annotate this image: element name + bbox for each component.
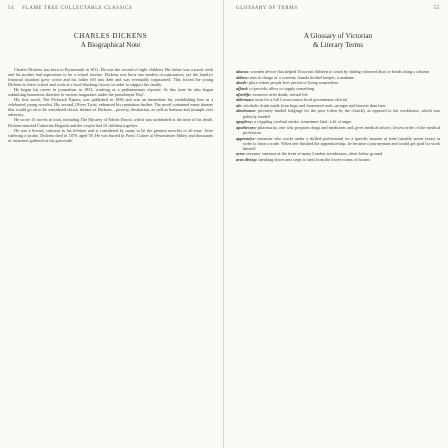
biography-paragraph: He wrote 15 novels in total, including The Mystery of Edwin Drood, which was unfinished at the time of his death. Dickens married Catherine Hogarth and the couple had 10 children together. [8,117,213,128]
glossary-entry [236,151,440,156]
glossary-entry [236,92,440,97]
glossary-definition: wooden device that helped Victorian children to count by sliding coloured discs or beads along a column [250,69,429,74]
glossary-term: area diving: [236,156,258,162]
glossary-entry [236,108,440,118]
biography-body [8,67,213,143]
glossary-term: afford: [236,85,249,91]
left-running-head [8,6,213,16]
glossary-term: area: [236,151,246,157]
glossary-entry [236,136,440,151]
biography-heading-title: CHARLES DICKENS [73,32,148,40]
glossary-entry [236,119,440,124]
biography-paragraph: He began his career in journalism in 1833, working as a parliamentary reporter. At this time he also began submitting humorous sketches to various magazines under the pseudonym 'Boz'. [8,87,213,98]
glossary-heading-title: A Glossary of Victorian [303,32,373,40]
glossary-definition: existence after death; eternal life [252,91,308,97]
glossary-entry [236,103,440,108]
glossary-entry [236,157,440,162]
glossary-entry [236,97,440,102]
glossary-definition: term for a full Crown senior local government official [255,97,347,103]
glossary-heading [236,32,440,49]
left-page-number: 54 [8,6,15,11]
right-running-head-title: GLOSSARY OF TERMS [236,6,298,11]
glossary-entry [236,125,440,135]
glossary-term: afterlife: [236,91,252,97]
biography-paragraph: His first novel, The Pickwick Papers, was published in 1836 and was an immediate hit, establishing him as a celebrated young novelist. His second, Oliver Twist, enhanced his reputation further. The novel contained many themes that would go on to be considered classic themes of Dickens – poverty, destitution, as well as humour and triumph over adversity. [8,97,213,118]
glossary-term: almshouse: [236,108,257,114]
glossary-definition: to provide; allow or supply something [249,85,315,91]
glossary-term: abode: [236,80,248,86]
glossary-term: apoplexy: [236,119,253,125]
glossary-definition: place where people live; period of living somewhere [248,80,339,86]
glossary-definition: alcoholic drink made from hops and fermented malt, stronger and heavier than beer [243,102,386,108]
biography-heading [8,32,213,49]
left-running-head-title: FLAME TREE COLLECTABLE CLASSICS [22,6,133,11]
glossary-entry [236,69,440,74]
glossary-entry [236,75,440,80]
glossary-definition: sneaking down area steps to steal from the lower rooms of houses [258,156,370,162]
right-running-head [236,6,440,16]
glossary-definition: servants' entrance at the front of many London townhouses, often below ground [246,151,383,157]
glossary-list [236,69,440,162]
biography-paragraph: Charles Dickens was born in Portsmouth in 1812. He was the second of eight children. His father was a naval clerk and his mother had aspirations to be a school teacher. Dickens was born into modest circumstances, yet the family's financial situation grew worse and his father fell into debt and was eventually imprisoned. This forced the young Dickens to leave school and work at a boot-blacking factory in order to support the family. [8,67,213,88]
glossary-term: alderman: [236,97,255,103]
glossary-definition: pharmacist; one who prepares drugs and medicines and gives medical advice, lowest order of the medical profession [243,124,441,135]
glossary-term: apprentice: [236,135,256,141]
biography-heading-subtitle: A Biographical Note [80,41,141,49]
glossary-term: apothecary: [236,124,257,130]
glossary-entry [236,86,440,91]
glossary-definition: nun in charge of a convent; female brothel keeper; a madame [250,74,355,80]
glossary-definition: a crippling cerebral stroke, sometimes fatal; a fit of anger [254,119,352,125]
right-page [224,0,448,448]
glossary-term: ale: [236,102,243,108]
glossary-heading-subtitle: & Literary Terms [312,41,364,49]
biography-paragraph: He was a literary colossus in his lifetime and is considered by many to be the greatest novelist of all time. After suffering a stroke, Dickens died in 1870, aged 58. He was buried in Poets' Corner at Westminster Abbey and thousands of mourners gathered at his graveside. [8,127,213,143]
glossary-entry [236,80,440,85]
glossary-definition: someone who works under a skilled professional for a specific amount of time (usually seven years) in order to learn a trade. When one finished the apprenticeship, he became a journeyman and would get paid for work himself [243,135,440,151]
glossary-term: abbess: [236,74,249,80]
glossary-term: abacus: [236,69,250,74]
right-page-number: 55 [433,6,440,11]
glossary-definition: privately funded lodgings for the poor (often by the church), as opposed to the workhouse, which was publicly funded [243,108,440,119]
